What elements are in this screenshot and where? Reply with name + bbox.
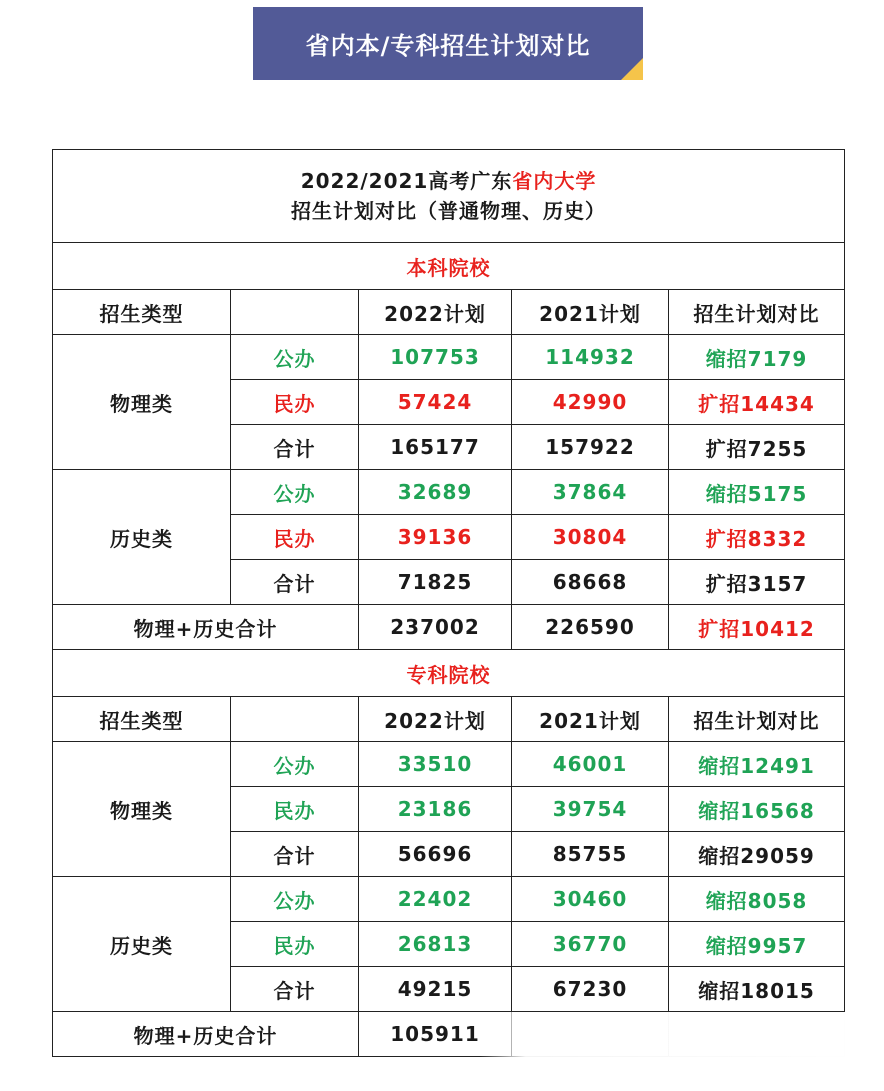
compare-value: 缩招5175	[669, 470, 845, 515]
value-2021: 85755	[512, 832, 669, 877]
header-row	[53, 697, 845, 742]
header-plan-2022: 2022计划	[359, 290, 512, 335]
value-2022: 56696	[359, 832, 512, 877]
total-2022: 237002	[359, 605, 512, 650]
value-2022: 107753	[359, 335, 512, 380]
compare-value: 扩招3157	[669, 560, 845, 605]
compare-value: 缩招7179	[669, 335, 845, 380]
row-label: 公办	[231, 742, 359, 787]
value-2021: 114932	[512, 335, 669, 380]
total-label: 物理+历史合计	[53, 1012, 359, 1057]
value-2022: 165177	[359, 425, 512, 470]
value-2022: 57424	[359, 380, 512, 425]
value-2022: 26813	[359, 922, 512, 967]
value-2022: 33510	[359, 742, 512, 787]
header-plan-2021: 2021计划	[512, 697, 669, 742]
row-label: 民办	[231, 380, 359, 425]
value-2022: 39136	[359, 515, 512, 560]
value-2021: 67230	[512, 967, 669, 1012]
total-compare: 扩招10412	[669, 605, 845, 650]
header-type: 招生类型	[53, 290, 231, 335]
title-prefix: 2022/2021高考广东	[300, 169, 513, 193]
total-row	[53, 605, 845, 650]
bottom-fade-overlay	[480, 1012, 860, 1091]
header-compare: 招生计划对比	[669, 290, 845, 335]
compare-value: 扩招7255	[669, 425, 845, 470]
table-title	[53, 150, 845, 243]
compare-value: 缩招8058	[669, 877, 845, 922]
compare-value: 缩招16568	[669, 787, 845, 832]
header-type: 招生类型	[53, 697, 231, 742]
value-2022: 71825	[359, 560, 512, 605]
table-row	[53, 742, 845, 787]
total-2022: 105911	[359, 1012, 512, 1057]
group-label: 历史类	[53, 877, 231, 1012]
table-row	[53, 877, 845, 922]
title-line2: 招生计划对比（普通物理、历史）	[291, 199, 607, 223]
section-row-undergraduate	[53, 243, 845, 290]
value-2021: 36770	[512, 922, 669, 967]
value-2021: 157922	[512, 425, 669, 470]
value-2021: 39754	[512, 787, 669, 832]
enrollment-plan-table	[52, 149, 845, 1057]
compare-value: 缩招12491	[669, 742, 845, 787]
compare-value: 扩招14434	[669, 380, 845, 425]
value-2021: 46001	[512, 742, 669, 787]
row-label: 公办	[231, 335, 359, 380]
row-label: 民办	[231, 922, 359, 967]
row-label: 合计	[231, 560, 359, 605]
total-2021: 226590	[512, 605, 669, 650]
compare-value: 缩招9957	[669, 922, 845, 967]
compare-value: 扩招8332	[669, 515, 845, 560]
row-label: 民办	[231, 787, 359, 832]
header-plan-2021: 2021计划	[512, 290, 669, 335]
row-label: 合计	[231, 832, 359, 877]
row-label: 合计	[231, 425, 359, 470]
banner-title: 省内本/专科招生计划对比	[305, 32, 591, 60]
value-2022: 22402	[359, 877, 512, 922]
row-label: 公办	[231, 877, 359, 922]
row-label: 公办	[231, 470, 359, 515]
value-2021: 68668	[512, 560, 669, 605]
table-row	[53, 470, 845, 515]
header-compare: 招生计划对比	[669, 697, 845, 742]
value-2022: 49215	[359, 967, 512, 1012]
value-2021: 30460	[512, 877, 669, 922]
header-blank	[231, 290, 359, 335]
banner	[253, 7, 643, 80]
header-row	[53, 290, 845, 335]
section-title: 专科院校	[53, 650, 845, 697]
group-label: 物理类	[53, 335, 231, 470]
value-2022: 32689	[359, 470, 512, 515]
title-highlight: 省内大学	[512, 169, 597, 193]
group-label: 历史类	[53, 470, 231, 605]
header-blank	[231, 697, 359, 742]
header-plan-2022: 2022计划	[359, 697, 512, 742]
compare-value: 缩招29059	[669, 832, 845, 877]
banner-corner-decoration	[621, 58, 643, 80]
row-label: 民办	[231, 515, 359, 560]
value-2021: 30804	[512, 515, 669, 560]
table-row	[53, 335, 845, 380]
group-label: 物理类	[53, 742, 231, 877]
table-title-row	[53, 150, 845, 243]
value-2021: 37864	[512, 470, 669, 515]
total-label: 物理+历史合计	[53, 605, 359, 650]
row-label: 合计	[231, 967, 359, 1012]
section-row-vocational	[53, 650, 845, 697]
value-2022: 23186	[359, 787, 512, 832]
compare-value: 缩招18015	[669, 967, 845, 1012]
value-2021: 42990	[512, 380, 669, 425]
section-title: 本科院校	[53, 243, 845, 290]
